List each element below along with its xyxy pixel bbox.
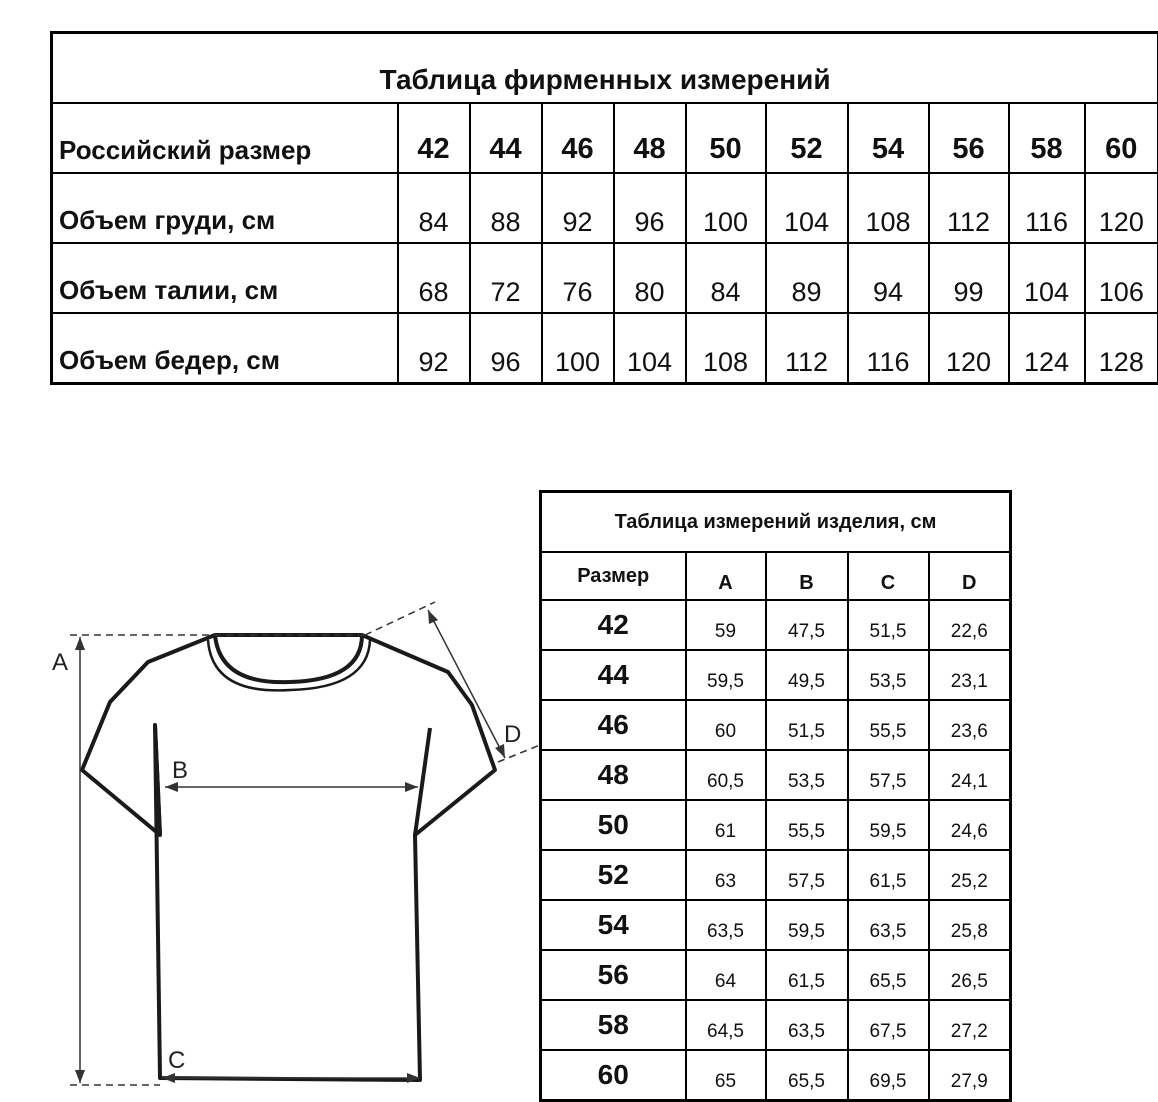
measurement-cell: 104: [1009, 243, 1085, 313]
size-header-cell: 52: [766, 103, 848, 173]
measurement-cell: 104: [614, 313, 686, 384]
product-value-cell: 53,5: [848, 650, 929, 700]
product-value-cell: 26,5: [929, 950, 1011, 1000]
product-value-cell: 27,9: [929, 1050, 1011, 1100]
tshirt-diagram: [0, 590, 560, 1100]
size-header-cell: 58: [1009, 103, 1085, 173]
measurement-cell: 108: [848, 173, 929, 243]
measurement-cell: 88: [470, 173, 542, 243]
size-cell: 46: [541, 700, 686, 750]
brand-table-row: [52, 173, 1158, 243]
measurement-cell: 76: [542, 243, 614, 313]
header-c: C: [848, 552, 929, 600]
measurement-cell: 108: [686, 313, 766, 384]
measurement-cell: 84: [686, 243, 766, 313]
measure-d-line: [428, 610, 505, 758]
tshirt-outline: [82, 635, 495, 1080]
label-a: A: [52, 649, 68, 676]
measurement-cell: 99: [929, 243, 1009, 313]
brand-table-title: Таблица фирменных измерений: [52, 33, 1158, 104]
product-value-cell: 49,5: [766, 650, 848, 700]
product-table-row: [541, 650, 1011, 700]
product-value-cell: 59,5: [848, 800, 929, 850]
size-header-cell: 44: [470, 103, 542, 173]
size-cell: 60: [541, 1050, 686, 1100]
header-size: Размер: [541, 552, 686, 600]
product-value-cell: 55,5: [848, 700, 929, 750]
product-value-cell: 51,5: [848, 600, 929, 650]
measurement-cell: 96: [614, 173, 686, 243]
measurement-cell: 116: [1009, 173, 1085, 243]
product-table-row: [541, 850, 1011, 900]
size-cell: 54: [541, 900, 686, 950]
measurement-cell: 92: [542, 173, 614, 243]
brand-table-row: [52, 103, 1158, 173]
product-value-cell: 59,5: [686, 650, 766, 700]
product-value-cell: 27,2: [929, 1000, 1011, 1050]
product-table-row: [541, 1000, 1011, 1050]
product-value-cell: 59,5: [766, 900, 848, 950]
measurement-cell: 128: [1085, 313, 1158, 384]
size-cell: 42: [541, 600, 686, 650]
product-value-cell: 61: [686, 800, 766, 850]
product-value-cell: 63,5: [848, 900, 929, 950]
label-b: B: [172, 757, 188, 784]
measurement-cell: 84: [398, 173, 470, 243]
product-table-row: [541, 800, 1011, 850]
product-value-cell: 57,5: [848, 750, 929, 800]
label-c: C: [168, 1047, 185, 1074]
product-value-cell: 60,5: [686, 750, 766, 800]
measurement-cell: 94: [848, 243, 929, 313]
product-table-row: [541, 700, 1011, 750]
brand-row-label: Объем груди, см: [52, 173, 398, 243]
size-cell: 50: [541, 800, 686, 850]
product-value-cell: 47,5: [766, 600, 848, 650]
brand-table-row: [52, 313, 1158, 384]
size-header-cell: 54: [848, 103, 929, 173]
size-cell: 56: [541, 950, 686, 1000]
size-cell: 52: [541, 850, 686, 900]
size-cell: 44: [541, 650, 686, 700]
product-value-cell: 59: [686, 600, 766, 650]
product-value-cell: 55,5: [766, 800, 848, 850]
product-value-cell: 23,6: [929, 700, 1011, 750]
header-d: D: [929, 552, 1011, 600]
brand-measurements-table: [50, 31, 1158, 385]
measurement-cell: 120: [1085, 173, 1158, 243]
header-a: A: [686, 552, 766, 600]
product-value-cell: 25,8: [929, 900, 1011, 950]
header-b: B: [766, 552, 848, 600]
product-table-title: Таблица измерений изделия, см: [541, 492, 1011, 553]
measurement-cell: 80: [614, 243, 686, 313]
product-table-row: [541, 1050, 1011, 1100]
measurement-cell: 89: [766, 243, 848, 313]
product-value-cell: 65: [686, 1050, 766, 1100]
size-header-cell: 60: [1085, 103, 1158, 173]
product-value-cell: 67,5: [848, 1000, 929, 1050]
product-value-cell: 63,5: [686, 900, 766, 950]
size-header-cell: 50: [686, 103, 766, 173]
product-value-cell: 51,5: [766, 700, 848, 750]
measurement-cell: 100: [686, 173, 766, 243]
product-value-cell: 23,1: [929, 650, 1011, 700]
product-value-cell: 24,1: [929, 750, 1011, 800]
size-cell: 58: [541, 1000, 686, 1050]
product-table-row: [541, 750, 1011, 800]
brand-table-row: [52, 243, 1158, 313]
product-value-cell: 64,5: [686, 1000, 766, 1050]
product-value-cell: 53,5: [766, 750, 848, 800]
measurement-cell: 112: [766, 313, 848, 384]
size-cell: 48: [541, 750, 686, 800]
product-table-row: [541, 900, 1011, 950]
measurement-cell: 104: [766, 173, 848, 243]
product-value-cell: 69,5: [848, 1050, 929, 1100]
measurement-cell: 96: [470, 313, 542, 384]
product-value-cell: 25,2: [929, 850, 1011, 900]
brand-row-label: Объем бедер, см: [52, 313, 398, 384]
measurement-cell: 106: [1085, 243, 1158, 313]
product-value-cell: 63,5: [766, 1000, 848, 1050]
product-value-cell: 65,5: [766, 1050, 848, 1100]
measurement-cell: 116: [848, 313, 929, 384]
tshirt-collar: [215, 635, 362, 682]
size-header-cell: 46: [542, 103, 614, 173]
product-table-row: [541, 950, 1011, 1000]
product-value-cell: 63: [686, 850, 766, 900]
product-value-cell: 24,6: [929, 800, 1011, 850]
product-value-cell: 64: [686, 950, 766, 1000]
size-header-cell: 42: [398, 103, 470, 173]
brand-row-label: Объем талии, см: [52, 243, 398, 313]
size-header-cell: 48: [614, 103, 686, 173]
size-header-cell: 56: [929, 103, 1009, 173]
product-value-cell: 65,5: [848, 950, 929, 1000]
measurement-cell: 92: [398, 313, 470, 384]
measurement-cell: 124: [1009, 313, 1085, 384]
product-value-cell: 57,5: [766, 850, 848, 900]
measurement-cell: 112: [929, 173, 1009, 243]
product-value-cell: 60: [686, 700, 766, 750]
brand-row-label: Российский размер: [52, 103, 398, 173]
product-value-cell: 61,5: [848, 850, 929, 900]
product-measurements-table: [539, 490, 1012, 1102]
product-value-cell: 61,5: [766, 950, 848, 1000]
measurement-cell: 100: [542, 313, 614, 384]
measurement-cell: 72: [470, 243, 542, 313]
product-table-row: [541, 600, 1011, 650]
measurement-cell: 120: [929, 313, 1009, 384]
measurement-cell: 68: [398, 243, 470, 313]
label-d: D: [504, 721, 521, 748]
product-value-cell: 22,6: [929, 600, 1011, 650]
